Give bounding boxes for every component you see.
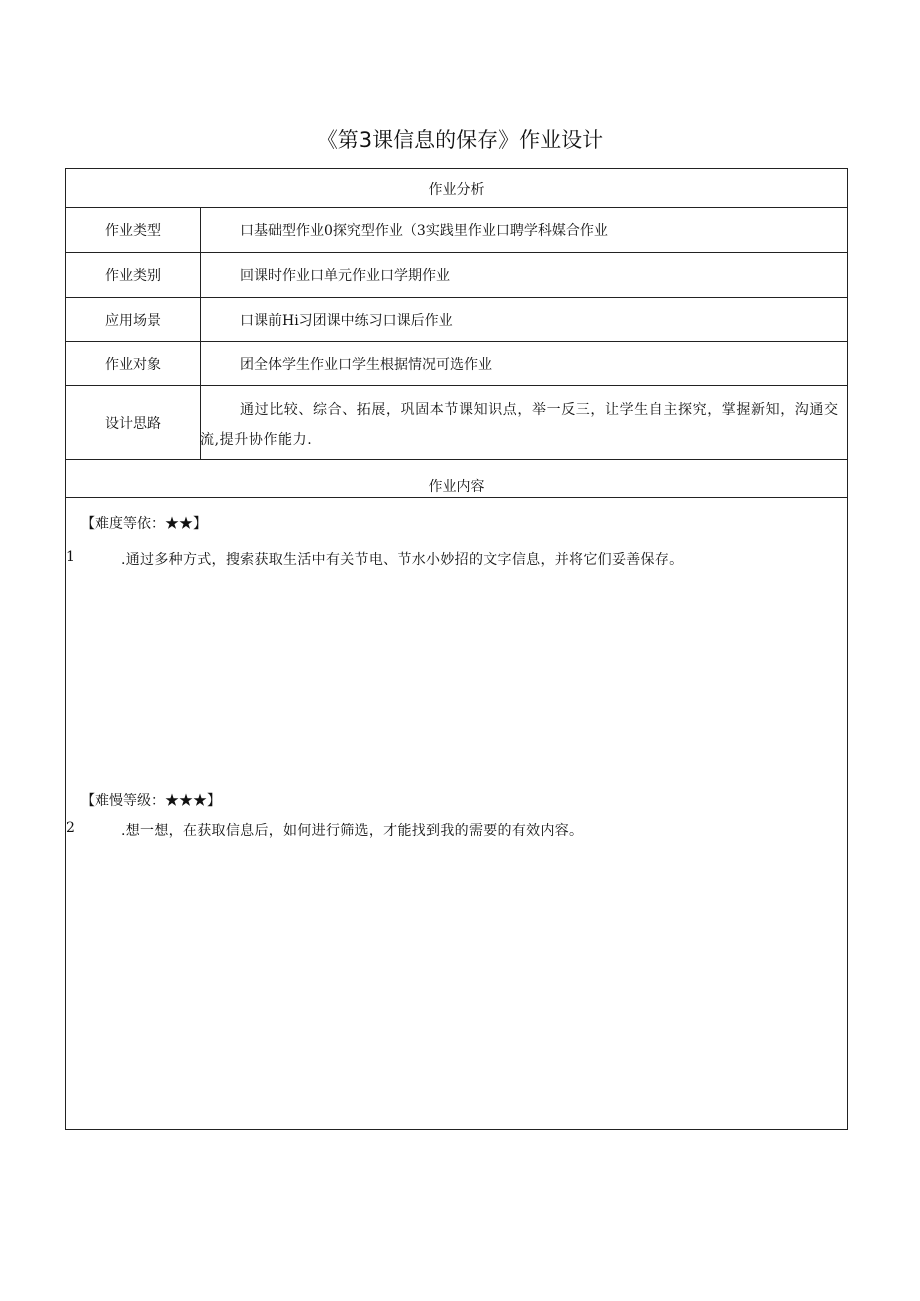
row-value-design: 通过比较、综合、拓展，巩固本节课知识点，举一反三，让学生自主探究，掌握新知，沟通交流,提升协作能力. [200, 402, 839, 448]
row-value-scenario: 口课前Hi习团课中练习口课后作业 [240, 313, 453, 329]
row-divider [200, 252, 847, 253]
row-divider [66, 341, 847, 342]
difficulty-label: 【难慢等级：★★★】 [81, 793, 221, 809]
row-divider [66, 385, 847, 386]
row-divider [66, 252, 200, 253]
page-title: 《第3课信息的保存》作业设计 [316, 128, 604, 152]
row-divider [66, 297, 847, 298]
question-number: 1 [66, 549, 75, 565]
analysis-header: 作业分析 [428, 182, 485, 198]
row-divider [66, 207, 847, 208]
row-divider [66, 459, 847, 460]
row-divider [66, 497, 847, 498]
row-label-scenario: 应用场景 [105, 313, 161, 329]
row-label-category: 作业类别 [105, 268, 161, 284]
question-text: .想一想，在获取信息后，如何进行筛选，才能找到我的需要的有效内容。 [121, 823, 584, 839]
question-number: 2 [66, 820, 75, 836]
row-label-target: 作业对象 [105, 357, 161, 373]
row-label-design: 设计思路 [105, 416, 161, 432]
content-header: 作业内容 [428, 479, 485, 495]
row-label-type: 作业类型 [105, 223, 161, 239]
row-value-type: 口基础型作业0探究型作业（3实践里作业口聘学科媒合作业 [240, 223, 608, 239]
row-value-target: 团全体学生作业口学生根据情况可选作业 [240, 357, 492, 373]
row-value-category: 回课时作业口单元作业口学期作业 [240, 268, 450, 284]
difficulty-label: 【难度等依：★★】 [81, 516, 207, 532]
assignment-table [65, 168, 848, 1130]
question-text: .通过多种方式，搜索获取生活中有关节电、节水小妙招的文字信息，并将它们妥善保存。 [121, 552, 684, 568]
